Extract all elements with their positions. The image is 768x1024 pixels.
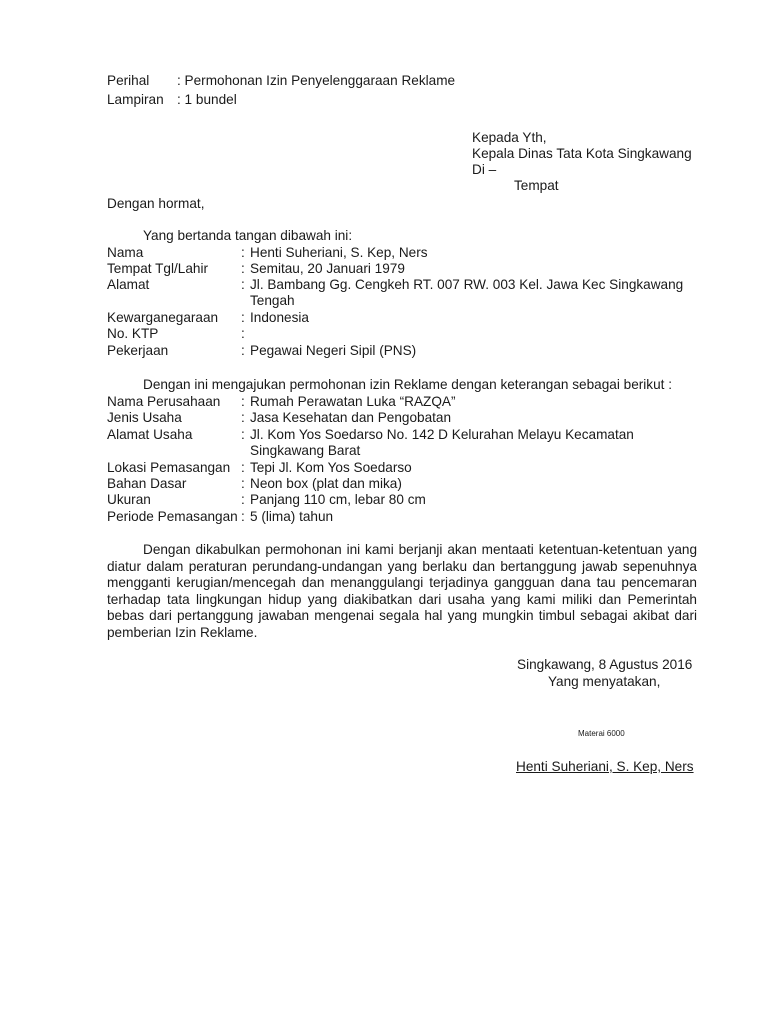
addressee-line-4: Tempat	[514, 178, 559, 193]
business-label: Alamat Usaha	[107, 427, 193, 442]
perihal-label: Perihal	[107, 73, 150, 88]
business-value: Jl. Kom Yos Soedarso No. 142 D Kelurahan Melayu Kecamatan	[250, 427, 634, 442]
colon: :	[241, 310, 245, 325]
greeting: Dengan hormat,	[107, 196, 205, 211]
identity-value: Indonesia	[250, 310, 309, 325]
identity-label: No. KTP	[107, 326, 159, 341]
identity-value: Henti Suheriani, S. Kep, Ners	[250, 245, 428, 260]
colon: :	[241, 492, 245, 507]
addressee-line-2: Kepala Dinas Tata Kota Singkawang	[472, 146, 692, 161]
identity-value: Jl. Bambang Gg. Cengkeh RT. 007 RW. 003 Kel. Jawa Kec Singkawang	[250, 277, 684, 292]
business-value-cont: Singkawang Barat	[250, 443, 361, 458]
business-label: Lokasi Pemasangan	[107, 460, 231, 475]
signatory-name: Henti Suheriani, S. Kep, Ners	[516, 759, 694, 774]
identity-value: Semitau, 20 Januari 1979	[250, 261, 405, 276]
business-value: Tepi Jl. Kom Yos Soedarso	[250, 460, 412, 475]
intro-text: Yang bertanda tangan dibawah ini:	[143, 228, 353, 243]
lampiran-label: Lampiran	[107, 92, 164, 107]
closing-paragraph: Dengan dikabulkan permohonan ini kami berjanji akan mentaati ketentuan-ketentuan yang diatur dalam peraturan perundang-undangan yang berlaku dan bertanggung jawab sepenuhnya mengganti kerugian/mencegah dan menanggulangi terjadinya gangguan dana tau pencemaran terhadap tata lingkungan hidup yang diakibatkan dari usaha yang kami miliki dan Pemerintah bebas dari pertanggung jawaban mengenai segala hal yang mungkin timbul sebagai akibat dari pemberian Izin Reklame.	[107, 542, 697, 640]
identity-label: Nama	[107, 245, 144, 260]
business-value: Jasa Kesehatan dan Pengobatan	[250, 410, 452, 425]
colon: :	[241, 326, 245, 341]
identity-label: Tempat Tgl/Lahir	[107, 261, 208, 276]
colon: :	[241, 509, 245, 524]
identity-label: Kewarganegaraan	[107, 310, 219, 325]
perihal-value: : Permohonan Izin Penyelenggaraan Reklame	[177, 73, 456, 88]
business-value: Panjang 110 cm, lebar 80 cm	[250, 492, 426, 507]
lampiran-row	[107, 92, 237, 109]
request-intro: Dengan ini mengajukan permohonan izin Reklame dengan keterangan sebagai berikut :	[143, 377, 672, 392]
identity-value: Pegawai Negeri Sipil (PNS)	[250, 343, 417, 358]
colon: :	[241, 476, 245, 491]
materai-label: Materai 6000	[578, 729, 625, 738]
colon: :	[241, 410, 245, 425]
colon: :	[241, 245, 245, 260]
addressee-line-3: Di –	[472, 162, 497, 177]
colon: :	[241, 277, 245, 292]
business-value: Neon box (plat dan mika)	[250, 476, 402, 491]
perihal-row	[107, 73, 455, 90]
identity-value-cont: Tengah	[250, 293, 295, 308]
business-label: Ukuran	[107, 492, 151, 507]
colon: :	[241, 394, 245, 409]
colon: :	[241, 261, 245, 276]
business-value: 5 (lima) tahun	[250, 509, 334, 524]
colon: :	[241, 427, 245, 442]
colon: :	[241, 460, 245, 475]
business-label: Jenis Usaha	[107, 410, 182, 425]
identity-label: Pekerjaan	[107, 343, 169, 358]
statement-label: Yang menyatakan,	[548, 674, 661, 689]
addressee-line-1: Kepada Yth,	[472, 130, 547, 145]
business-label: Nama Perusahaan	[107, 394, 221, 409]
business-value: Rumah Perawatan Luka “RAZQA”	[250, 394, 456, 409]
business-label: Bahan Dasar	[107, 476, 187, 491]
lampiran-value: : 1 bundel	[177, 92, 237, 107]
place-date: Singkawang, 8 Agustus 2016	[517, 657, 693, 672]
colon: :	[241, 343, 245, 358]
business-label: Periode Pemasangan	[107, 509, 238, 524]
identity-label: Alamat	[107, 277, 150, 292]
